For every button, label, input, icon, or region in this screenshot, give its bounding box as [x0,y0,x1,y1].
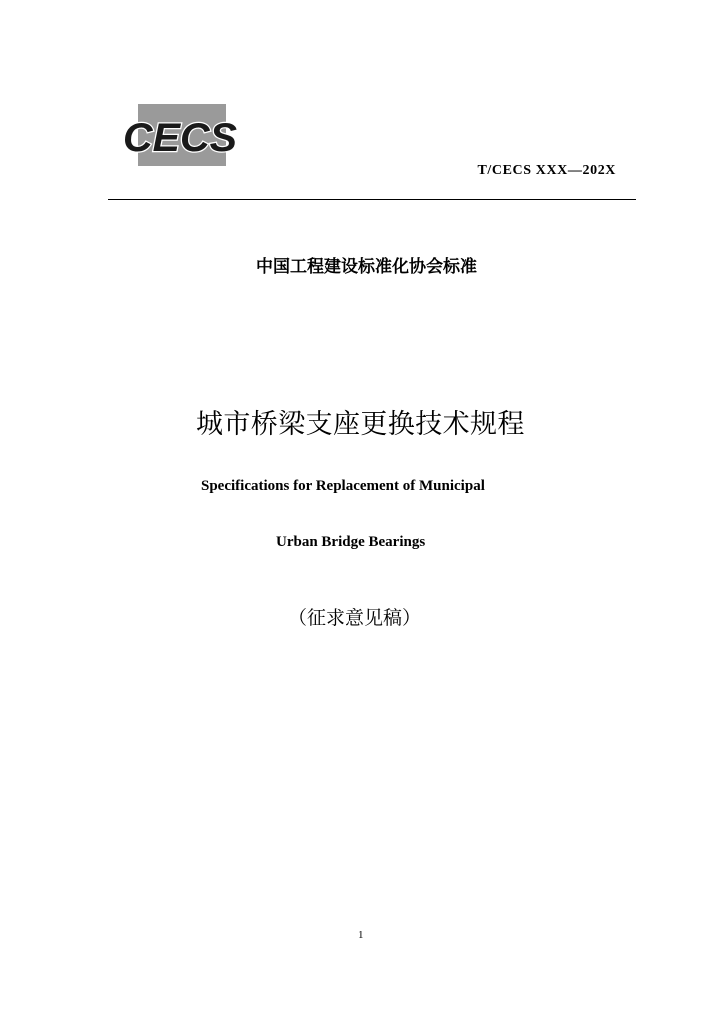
document-number: T/CECS XXX—202X [477,163,616,178]
english-title-line-1: Specifications for Replacement of Municipal [201,478,485,494]
cecs-logo-text: CECS [123,116,238,160]
cecs-logo-graphic [122,104,240,166]
draft-status-label: （征求意见稿） [288,607,422,629]
english-title-line-2: Urban Bridge Bearings [276,534,426,550]
chinese-document-title: 城市桥梁支座更换技术规程 [196,409,525,440]
cecs-logo [122,104,240,166]
header-divider [108,199,636,200]
page-number: 1 [358,929,364,941]
association-standard-title: 中国工程建设标准化协会标准 [256,257,477,277]
